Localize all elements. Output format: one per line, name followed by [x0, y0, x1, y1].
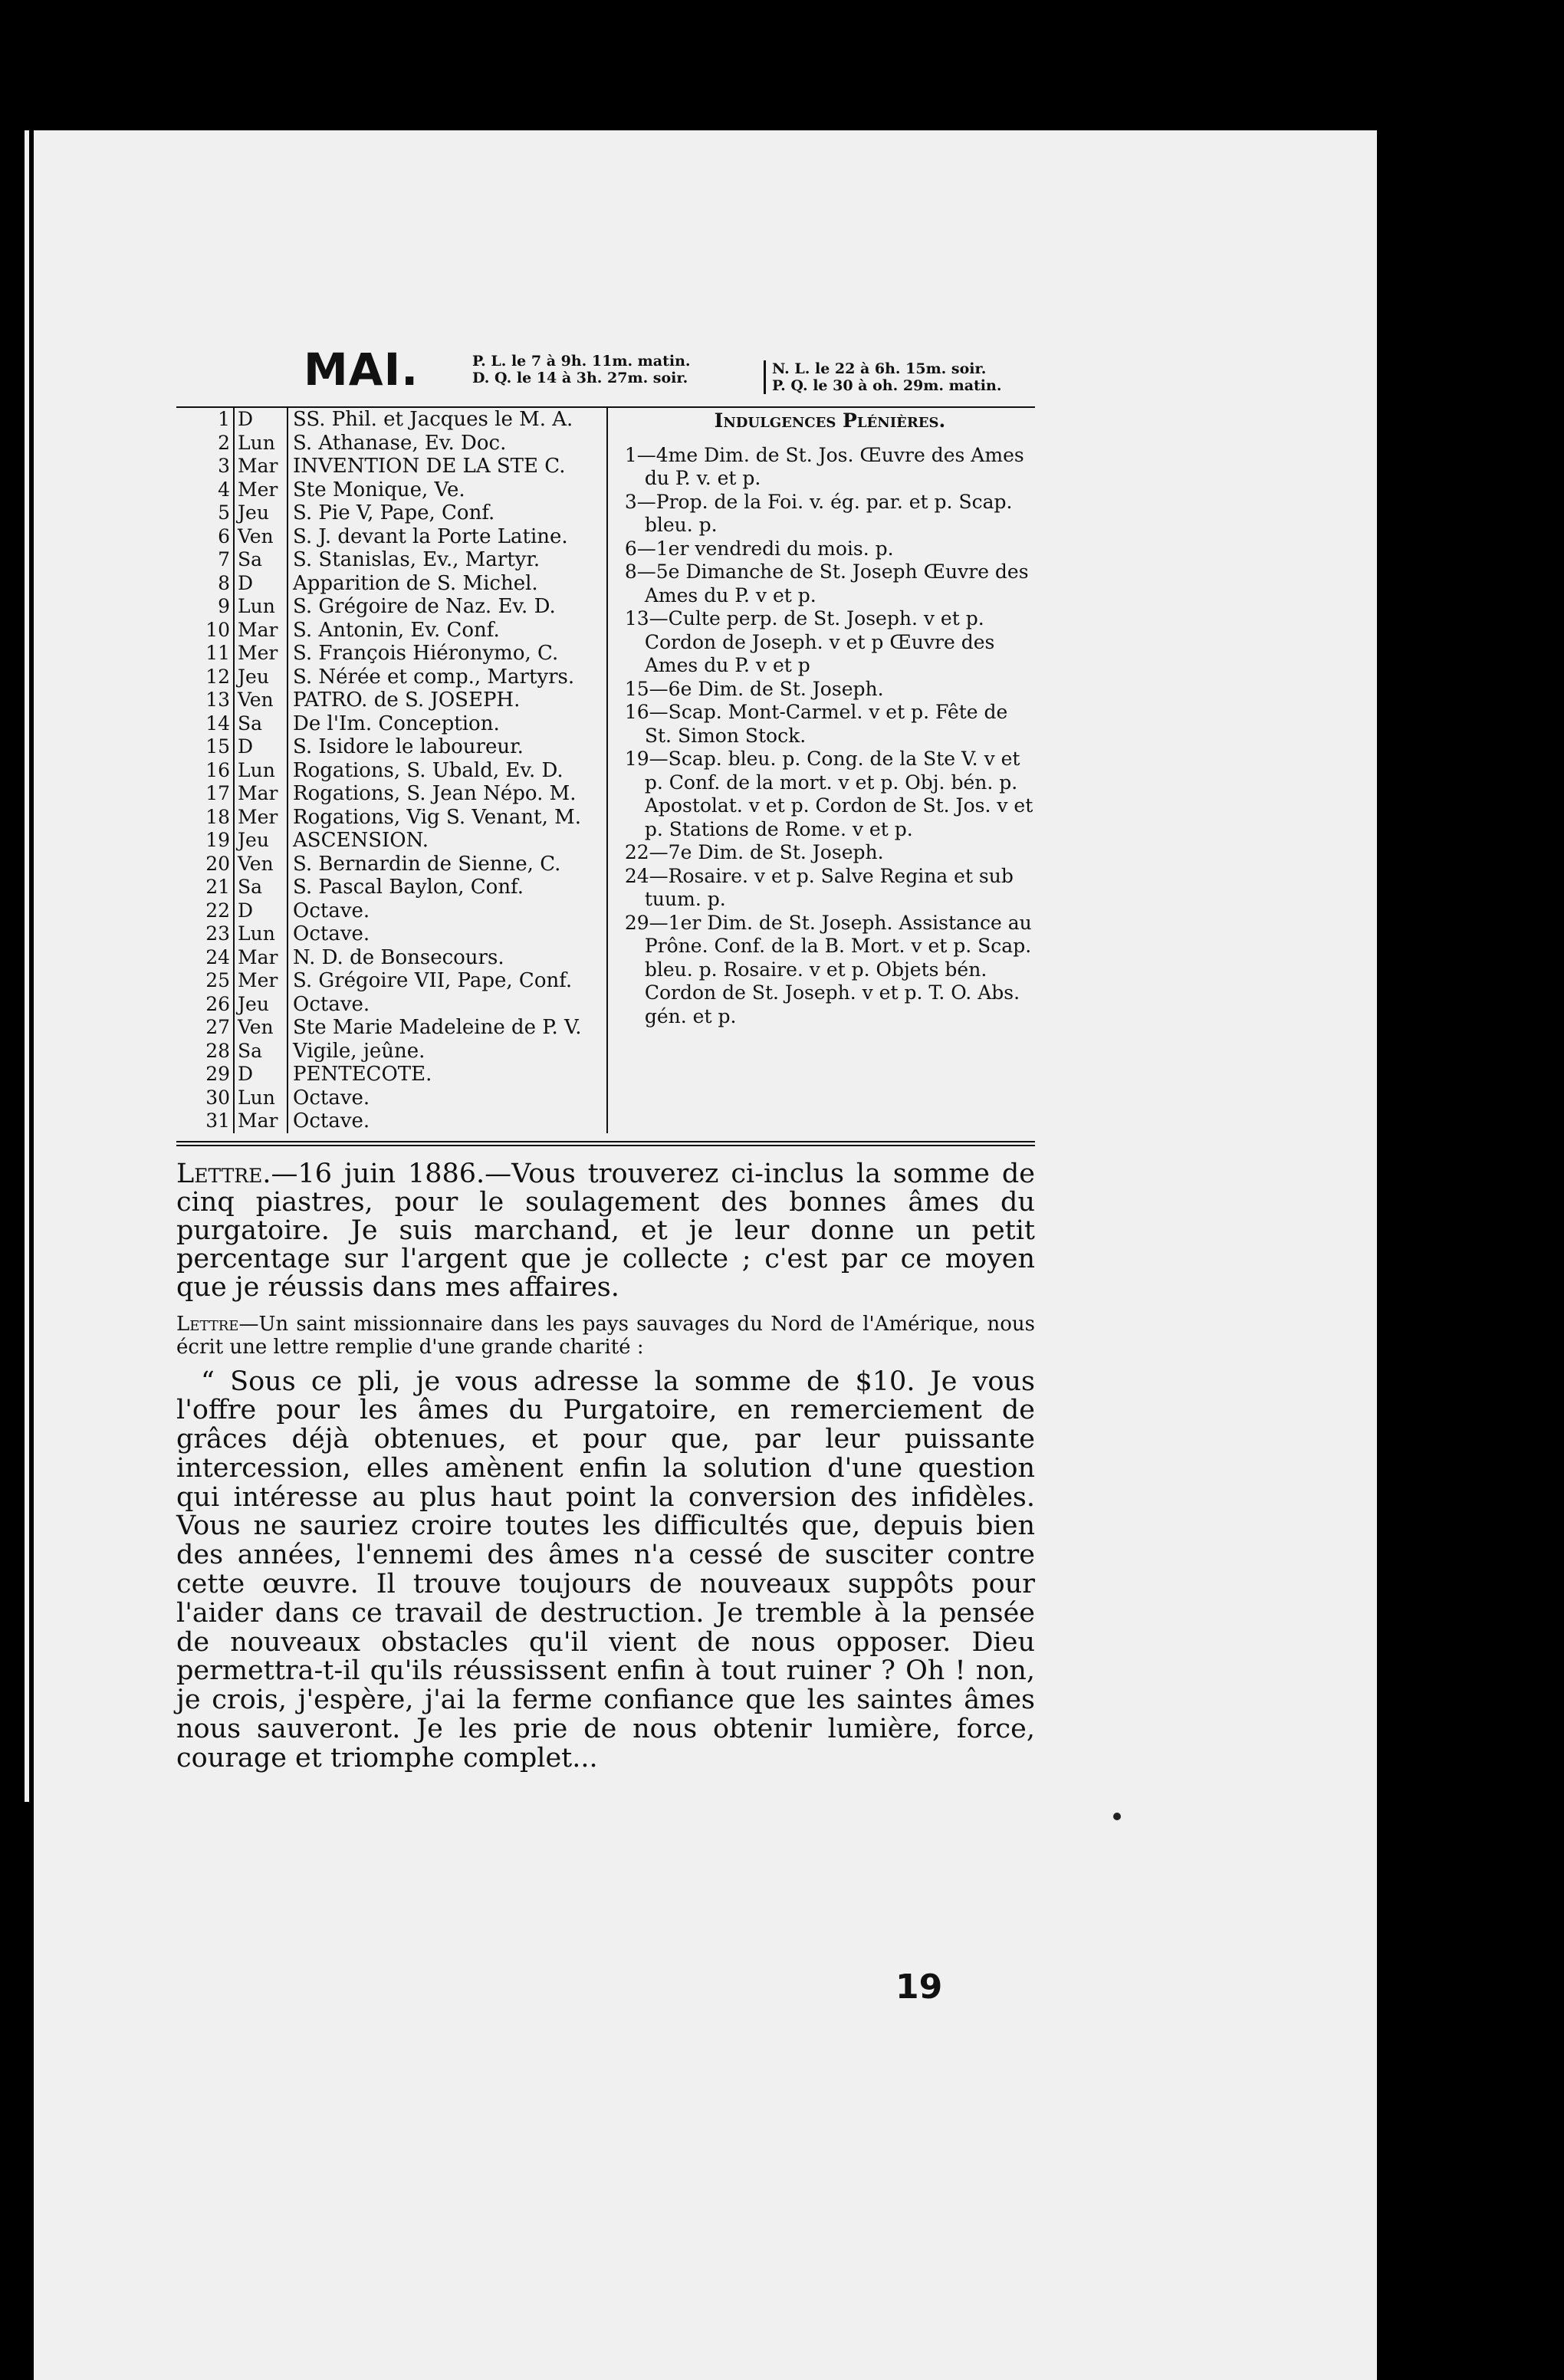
weekday: Jeu [233, 993, 288, 1017]
weekday: Ven [233, 525, 288, 549]
calendar-row [176, 782, 606, 806]
feast: S. Antonin, Ev. Conf. [293, 618, 500, 642]
day-number: 25 [205, 969, 230, 991]
feast: Ste Marie Madeleine de P. V. [293, 1016, 582, 1039]
feast: PENTECOTE. [293, 1063, 432, 1086]
weekday: Mar [233, 455, 288, 478]
day-number: 3 [218, 455, 230, 477]
day-number: 12 [205, 665, 230, 688]
calendar-row [176, 619, 606, 643]
day-number: 2 [218, 431, 230, 454]
weekday: Ven [233, 1016, 288, 1040]
feast: S. Grégoire de Naz. Ev. D. [293, 595, 556, 618]
day-number: 18 [205, 805, 230, 828]
feast: Octave. [293, 1109, 370, 1132]
indulgence-item: 6—1er vendredi du mois. p. [624, 537, 894, 560]
day-number: 31 [205, 1109, 230, 1132]
feast: Rogations, Vig S. Venant, M. [293, 805, 581, 829]
calendar-row [176, 595, 606, 619]
feast: S. Bernardin de Sienne, C. [293, 852, 561, 876]
feast: S. Pascal Baylon, Conf. [293, 876, 524, 899]
indulgence-item: 29—1er Dim. de St. Joseph. Assistance au Prône. Conf. de la B. Mort. v et p. Scap. bleu. p. Rosaire. v et p. Objets bén. Cordon de St. Joseph. v et p. T. O. Abs. gén. et p. [624, 911, 1032, 1027]
double-rule [176, 1141, 1035, 1146]
calendar-row [176, 806, 606, 830]
calendar-row [176, 1063, 606, 1086]
day-number: 1 [218, 408, 230, 430]
feast: ASCENSION. [293, 829, 429, 852]
calendar-row [176, 969, 606, 993]
weekday: Mar [233, 619, 288, 643]
weekday: Sa [233, 876, 288, 899]
calendar-row [176, 993, 606, 1017]
feast: S. Athanase, Ev. Doc. [293, 431, 507, 455]
letter-2-quote: “ Sous ce pli, je vous adresse la somme de $10. Je vous l'offre pour les âmes du Purgatoire, en remerciement de grâces déjà obtenues, et pour que, par leur puissante intercession, elles amènent enfin la solution d'une question qui intéresse au plus haut point la conversion des infidèles. Vous ne sauriez croire toutes les difficultés que, depuis bien des années, l'ennemi des âmes n'a cessé de susciter contre cette œuvre. Il trouve toujours de nouveaux suppôts pour l'aider dans ce travail de destruction. Je tremble à la pensée de nouveaux obstacles qu'il vient de nous opposer. Dieu permettra-t-il qu'ils réussissent enfin à tout ruiner ? Oh ! non, je crois, j'espère, j'ai la ferme confiance que les saintes âmes nous sauveront. Je les prie de nous obtenir lumière, force, courage et triomphe complet... [176, 1366, 1035, 1773]
calendar-row [176, 1086, 606, 1110]
feast: SS. Phil. et Jacques le M. A. [293, 408, 573, 431]
indulgence-item: 8—5e Dimanche de St. Joseph Œuvre des Ames du P. v et p. [624, 560, 1029, 607]
calendar-row [176, 922, 606, 946]
feast: De l'Im. Conception. [293, 712, 500, 735]
weekday: Mer [233, 969, 288, 993]
weekday: Jeu [233, 829, 288, 853]
calendar-row [176, 478, 606, 502]
calendar-row [176, 548, 606, 572]
weekday: D [233, 1063, 288, 1086]
feast: S. François Hiéronymo, C. [293, 642, 559, 665]
indulgence-item: 16—Scap. Mont-Carmel. v et p. Fête de St. Simon Stock. [624, 701, 1008, 747]
weekday: Ven [233, 689, 288, 712]
month-title: MAI. [304, 344, 419, 396]
calendar-row [176, 432, 606, 455]
weekday: Lun [233, 759, 288, 783]
weekday: Lun [233, 922, 288, 946]
day-number: 17 [205, 782, 230, 804]
day-number: 8 [218, 571, 230, 594]
indulgence-item: 19—Scap. bleu. p. Cong. de la Ste V. v et p. Conf. de la mort. v et p. Obj. bén. p. Apostolat. v et p. Cordon de St. Jos. v et p. Stations de Rome. v et p. [624, 748, 1033, 840]
indulgence-item: 22—7e Dim. de St. Joseph. [624, 841, 884, 863]
weekday: Mer [233, 642, 288, 666]
indulgences-column [608, 408, 1035, 1133]
day-number: 13 [205, 689, 230, 711]
letter-2-label: Lettre [176, 1312, 239, 1336]
calendar-row [176, 572, 606, 596]
weekday: Jeu [233, 501, 288, 525]
calendar-row [176, 1109, 606, 1133]
calendar-row [176, 712, 606, 736]
feast: S. Grégoire VII, Pape, Conf. [293, 969, 573, 992]
calendar-row [176, 853, 606, 876]
weekday: D [233, 408, 288, 432]
day-number: 4 [218, 478, 230, 501]
weekday: Lun [233, 595, 288, 619]
day-number: 30 [205, 1086, 230, 1109]
weekday: Mer [233, 478, 288, 502]
feast: Apparition de S. Michel. [293, 571, 538, 595]
indulgences-list [625, 444, 1035, 1029]
calendar-row [176, 946, 606, 970]
indulgence-item: 15—6e Dim. de St. Joseph. [624, 677, 884, 700]
calendar-row [176, 759, 606, 783]
calendar-table [176, 406, 1035, 1133]
feast: Rogations, S. Ubald, Ev. D. [293, 758, 564, 782]
feast: Octave. [293, 992, 370, 1016]
month-header [176, 330, 1035, 406]
page-edge-line [25, 130, 29, 1802]
day-number: 11 [205, 642, 230, 664]
feast: N. D. de Bonsecours. [293, 945, 504, 969]
weekday: Jeu [233, 666, 288, 689]
feast: S. Stanislas, Ev., Martyr. [293, 548, 540, 571]
day-number: 5 [218, 501, 230, 524]
feast: Ste Monique, Ve. [293, 478, 465, 501]
day-number: 29 [205, 1063, 230, 1085]
calendar-row [176, 1016, 606, 1040]
calendar-row [176, 1040, 606, 1063]
weekday: Mar [233, 1109, 288, 1133]
page-number: 19 [895, 1967, 943, 2007]
feast: Rogations, S. Jean Népo. M. [293, 782, 577, 805]
day-number: 14 [205, 712, 230, 735]
indulgences-title: Indulgences Plénières. [714, 409, 946, 432]
moon-phases-right: N. L. le 22 à 6h. 15m. soir. P. Q. le 30 à oh. 29m. matin. [764, 360, 1001, 394]
weekday: Mar [233, 946, 288, 970]
feast: S. Isidore le laboureur. [293, 735, 524, 758]
day-number: 9 [218, 595, 230, 617]
weekday: Lun [233, 1086, 288, 1110]
weekday: D [233, 572, 288, 596]
day-number: 26 [205, 992, 230, 1015]
calendar-row [176, 735, 606, 759]
moon-phases-left: P. L. le 7 à 9h. 11m. matin. D. Q. le 14 à 3h. 27m. soir. [472, 353, 691, 386]
weekday: Lun [233, 432, 288, 455]
indulgence-item: 3—Prop. de la Foi. v. ég. par. et p. Scap. bleu. p. [624, 490, 1013, 536]
calendar-row [176, 666, 606, 689]
weekday: D [233, 735, 288, 759]
feast: Octave. [293, 922, 370, 945]
day-number: 23 [205, 922, 230, 945]
day-number: 27 [205, 1016, 230, 1038]
calendar-row [176, 689, 606, 712]
weekday: Sa [233, 548, 288, 572]
calendar-row [176, 501, 606, 525]
day-number: 20 [205, 852, 230, 875]
weekday: D [233, 899, 288, 923]
feast: S. Nérée et comp., Martyrs. [293, 665, 575, 689]
days-column [176, 408, 608, 1133]
feast: INVENTION DE LA STE C. [293, 455, 566, 478]
calendar-row [176, 642, 606, 666]
day-number: 7 [218, 548, 230, 570]
speck-mark [1113, 1813, 1121, 1820]
indulgence-item: 24—Rosaire. v et p. Salve Regina et sub tuum. p. [624, 864, 1014, 910]
day-number: 10 [205, 618, 230, 641]
indulgence-item: 13—Culte perp. de St. Joseph. v et p. Cordon de Joseph. v et p Œuvre des Ames du P. v et p [624, 607, 995, 676]
indulgence-item: 1—4me Dim. de St. Jos. Œuvre des Ames du P. v. et p. [624, 443, 1024, 489]
letter-1-label: Lettre. [176, 1158, 271, 1189]
feast: Octave. [293, 899, 370, 922]
day-number: 21 [205, 876, 230, 898]
calendar-row [176, 408, 606, 432]
content [176, 330, 1035, 1773]
calendar-row [176, 876, 606, 899]
day-number: 22 [205, 899, 230, 922]
feast: Vigile, jeûne. [293, 1039, 426, 1063]
calendar-row [176, 899, 606, 923]
feast: S. J. devant la Porte Latine. [293, 524, 568, 548]
day-number: 19 [205, 829, 230, 851]
feast: S. Pie V, Pape, Conf. [293, 501, 495, 524]
calendar-row [176, 829, 606, 853]
feast: Octave. [293, 1086, 370, 1109]
day-number: 15 [205, 735, 230, 758]
weekday: Mer [233, 806, 288, 830]
day-number: 24 [205, 945, 230, 968]
weekday: Sa [233, 1040, 288, 1063]
letter-1-text: —16 juin 1886.—Vous trouverez ci-inclus la somme de cinq piastres, pour le soulagement des bonnes âmes du purgatoire. Je suis marchand, et je leur donne un petit percentage sur l'argent que je collecte ; c'est par ce moyen que je réussis dans mes affaires. [176, 1158, 1035, 1303]
letter-1 [176, 1160, 1035, 1302]
calendar-row [176, 525, 606, 549]
day-number: 16 [205, 758, 230, 781]
letter-2-intro: Lettre—Un saint missionnaire dans les pays sauvages du Nord de l'Amérique, nous écrit une lettre remplie d'une grande charité : [176, 1312, 1035, 1359]
calendar-row [176, 455, 606, 478]
day-number: 6 [218, 524, 230, 547]
weekday: Mar [233, 782, 288, 806]
day-number: 28 [205, 1039, 230, 1062]
feast: PATRO. de S. JOSEPH. [293, 689, 521, 712]
weekday: Sa [233, 712, 288, 736]
weekday: Ven [233, 853, 288, 876]
